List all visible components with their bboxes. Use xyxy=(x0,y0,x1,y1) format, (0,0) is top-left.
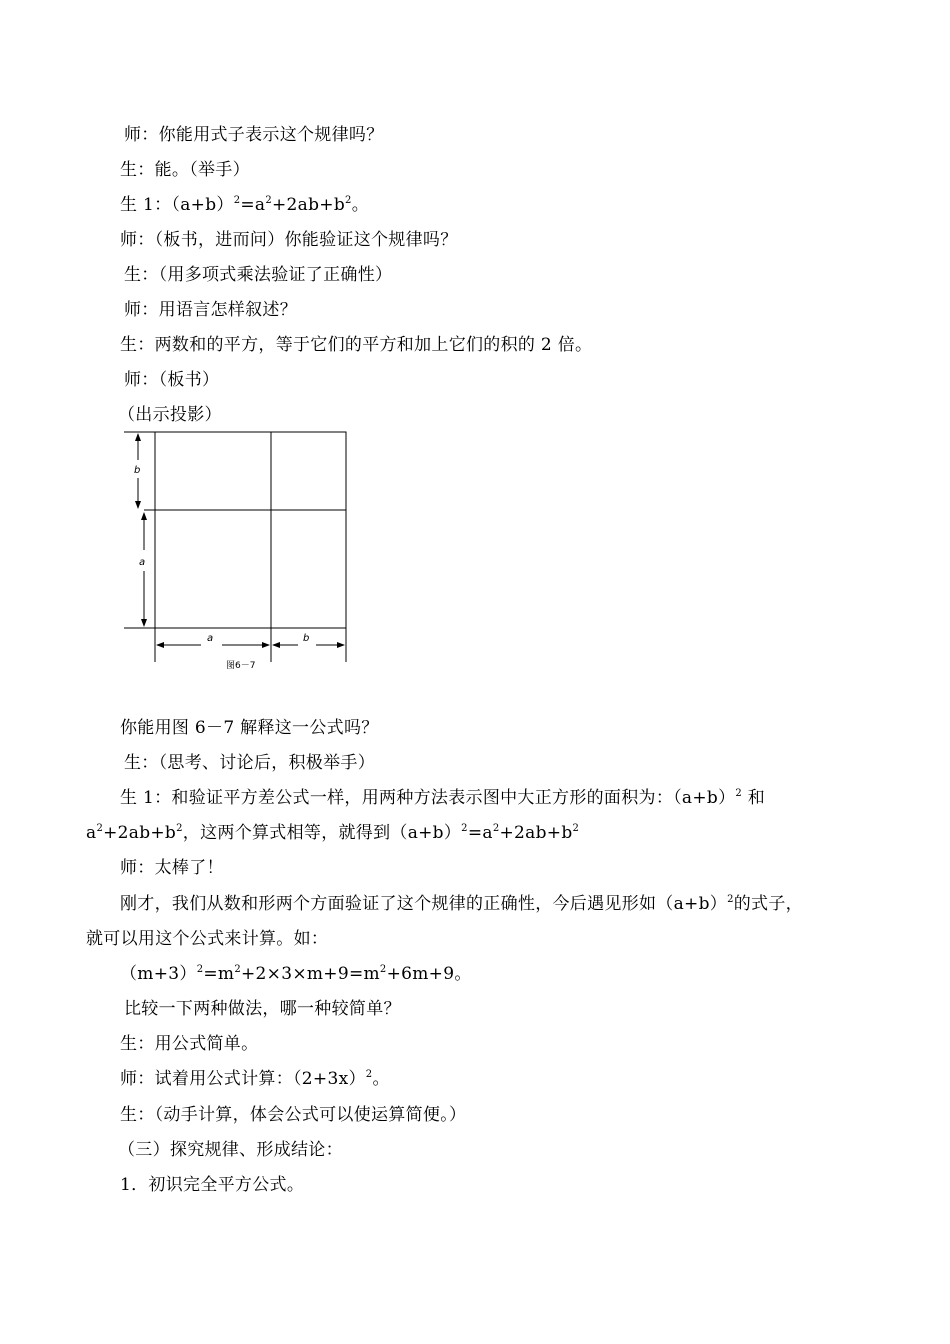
figure-caption: 图6－7 xyxy=(226,661,256,671)
text-line-verify-question: 师：（板书，进而问）你能验证这个规律吗？ xyxy=(120,230,458,250)
label-a-bottom: a xyxy=(207,633,214,644)
text-line-summary: 刚才，我们从数和形两个方面验证了这个规律的正确性，今后遇见形如$(a+b)^2$的式子， xyxy=(120,894,803,914)
figure-6-7 xyxy=(118,426,358,676)
text-line-summary-cont: 就可以用这个公式来计算。如： xyxy=(86,929,329,949)
text-line-formula: 生 1：$(a+b)^2=a^2+2ab+b^2$。 xyxy=(120,195,370,215)
outer-square xyxy=(155,432,346,628)
text-line-language-question: 师：用语言怎样叙述？ xyxy=(124,300,297,320)
text-line-figure-question: 你能用图 6－7 解释这一公式吗？ xyxy=(120,718,379,738)
label-b-bottom: b xyxy=(303,633,310,644)
subsection-heading: 1．初识完全平方公式。 xyxy=(120,1175,305,1195)
square-diagram xyxy=(118,426,358,676)
text-line-student-think: 生：（思考、讨论后，积极举手） xyxy=(124,753,375,773)
text-line-try: 师：试着用公式计算：$(2+3x)^2$。 xyxy=(120,1069,390,1089)
text-line-area-conclusion: $a^2+2ab+b^2$，这两个算式相等，就得到$(a+b)^2=a^2+2ab+b^2$ xyxy=(86,823,580,843)
text-line-example: $(m+3)^2=m^2+2\times 3\times m+9=m^2+6m+9$。 xyxy=(120,964,472,984)
text-line-area-explanation: 生 1：和验证平方差公式一样，用两种方法表示图中大正方形的面积为：$(a+b)^2$ 和 xyxy=(120,788,766,808)
text-line-calc: 生：（动手计算，体会公式可以使运算简便。） xyxy=(120,1105,467,1125)
label-b-left: b xyxy=(134,465,141,476)
text-line-simple: 生：用公式简单。 xyxy=(120,1034,259,1054)
text-line-compare: 比较一下两种做法，哪一种较简单？ xyxy=(124,999,401,1019)
text-line-language-answer: 生：两数和的平方，等于它们的平方和加上它们的积的 2 倍。 xyxy=(120,335,593,355)
text-line-projection: （出示投影） xyxy=(118,405,222,425)
label-a-left: a xyxy=(139,557,146,568)
text-line-student-answer: 生：能。（举手） xyxy=(120,160,250,180)
text-line-verify-answer: 生：（用多项式乘法验证了正确性） xyxy=(124,265,393,285)
text-line-board: 师：（板书） xyxy=(124,370,220,390)
text-line-teacher-question: 师：你能用式子表示这个规律吗？ xyxy=(124,125,384,145)
section-heading: （三）探究规律、形成结论： xyxy=(118,1140,343,1160)
text-line-praise: 师：太棒了！ xyxy=(120,858,224,878)
